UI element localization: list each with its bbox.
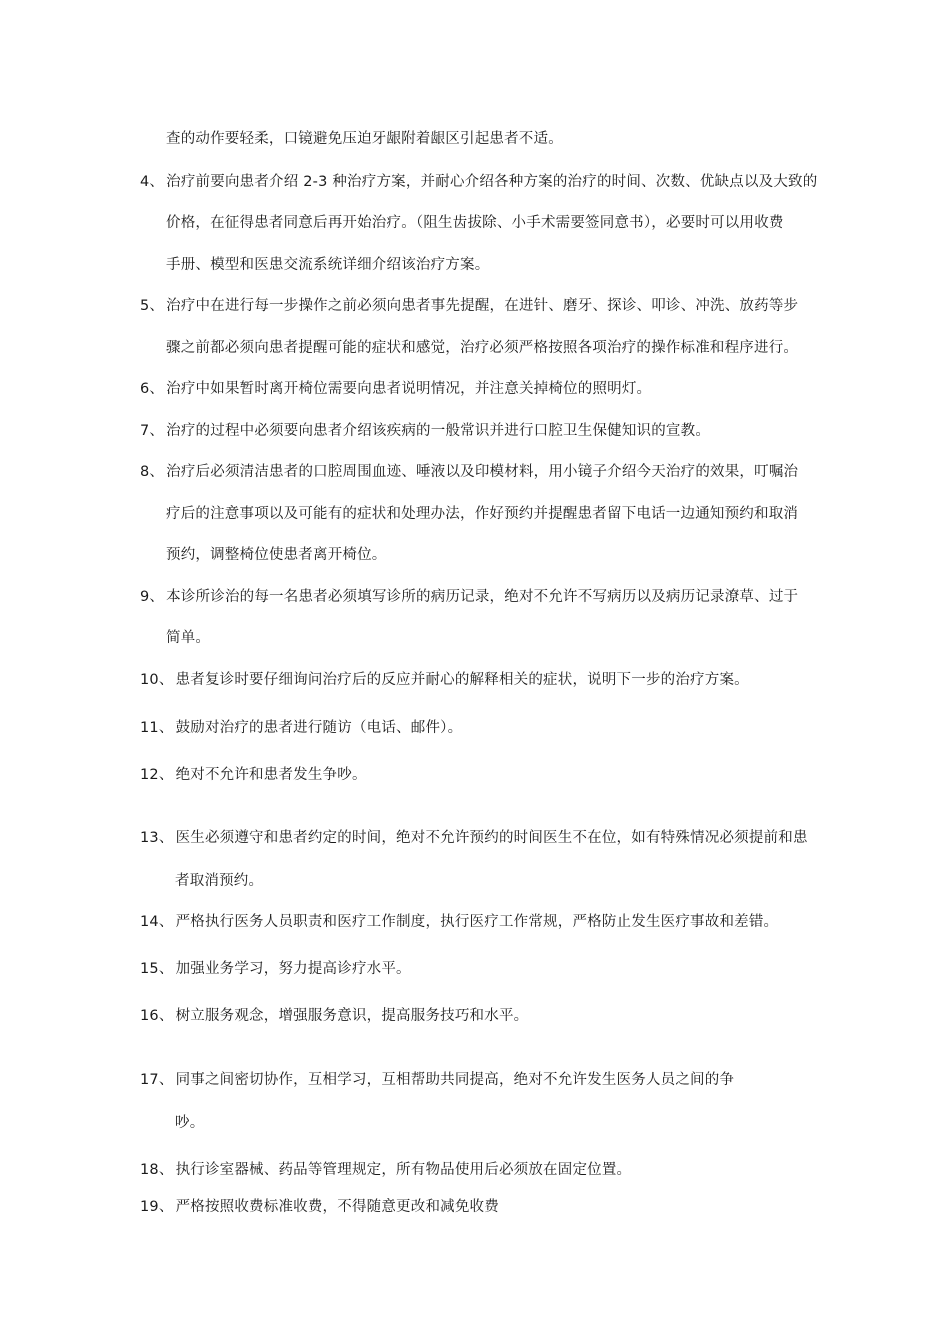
list-item-16 [140, 1006, 528, 1026]
line-text: 疗后的注意事项以及可能有的症状和处理办法，作好预约并提醒患者留下电话一边通知预约和取消 [166, 506, 799, 522]
list-item-14 [140, 912, 778, 932]
line-text: 本诊所诊治的每一名患者必须填写诊所的病历记录，绝对不允许不写病历以及病历记录潦草、过于 [166, 589, 799, 605]
item-number: 10、 [140, 672, 174, 688]
line-text: 治疗的过程中必须要向患者介绍该疾病的一般常识并进行口腔卫生保健知识的宣教。 [166, 423, 711, 439]
line-text: 树立服务观念，增强服务意识，提高服务技巧和水平。 [175, 1008, 529, 1024]
line-text: 治疗前要向患者介绍 2-3 种治疗方案，并耐心介绍各种方案的治疗的时间、次数、优缺点以及大致的 [166, 174, 818, 190]
item-number: 15、 [140, 961, 174, 977]
line-text: 同事之间密切协作，互相学习，互相帮助共同提高，绝对不允许发生医务人员之间的争 [175, 1072, 735, 1088]
text-line [175, 871, 263, 891]
text-line [166, 504, 798, 524]
list-item-17 [140, 1070, 734, 1090]
item-number: 19、 [140, 1199, 174, 1215]
list-item-12 [140, 765, 367, 785]
item-number: 5、 [140, 298, 165, 314]
list-item-6 [140, 379, 651, 399]
line-text: 患者复诊时要仔细询问治疗后的反应并耐心的解释相关的症状，说明下一步的治疗方案。 [175, 672, 749, 688]
line-text: 治疗中在进行每一步操作之前必须向患者事先提醒，在进针、磨牙、探诊、叩诊、冲洗、放药等步 [166, 298, 799, 314]
item-number: 12、 [140, 767, 174, 783]
list-item-10 [140, 670, 749, 690]
list-item-9 [140, 587, 798, 607]
item-number: 9、 [140, 589, 165, 605]
item-number: 4、 [140, 174, 165, 190]
list-item-18 [140, 1160, 631, 1180]
item-number: 17、 [140, 1072, 174, 1088]
line-text: 治疗中如果暂时离开椅位需要向患者说明情况，并注意关掉椅位的照明灯。 [166, 381, 652, 397]
line-text: 治疗后必须清洁患者的口腔周围血迹、唾液以及印模材料，用小镜子介绍今天治疗的效果，叮嘱治 [166, 464, 799, 480]
list-item-5 [140, 296, 798, 316]
text-line [166, 213, 784, 233]
item-number: 14、 [140, 914, 174, 930]
list-item-11 [140, 718, 462, 738]
line-text: 执行诊室器械、药品等管理规定，所有物品使用后必须放在固定位置。 [175, 1162, 632, 1178]
line-text: 严格按照收费标准收费，不得随意更改和减免收费 [175, 1199, 499, 1215]
line-text: 查的动作要轻柔，口镜避免压迫牙龈附着龈区引起患者不适。 [166, 131, 563, 147]
text-line [166, 628, 210, 648]
text-line [175, 1113, 204, 1133]
list-item-15 [140, 959, 411, 979]
text-line [166, 338, 798, 358]
line-text: 手册、模型和医患交流系统详细介绍该治疗方案。 [166, 257, 490, 273]
item-number: 6、 [140, 381, 165, 397]
text-line [166, 545, 387, 565]
line-text: 鼓励对治疗的患者进行随访（电话、邮件）。 [175, 720, 463, 736]
line-text: 简单。 [166, 630, 211, 646]
item-number: 7、 [140, 423, 165, 439]
line-text: 医生必须遵守和患者约定的时间，绝对不允许预约的时间医生不在位，如有特殊情况必须提前和患 [175, 830, 808, 846]
line-text: 者取消预约。 [175, 873, 264, 889]
item-number: 11、 [140, 720, 174, 736]
list-item-19 [140, 1197, 499, 1217]
text-line-cont-3 [166, 129, 563, 149]
list-item-13 [140, 828, 808, 848]
text-line [166, 255, 489, 275]
list-item-4 [140, 172, 817, 192]
line-text: 骤之前都必须向患者提醒可能的症状和感觉，治疗必须严格按照各项治疗的操作标准和程序进行。 [166, 340, 799, 356]
list-item-8 [140, 462, 798, 482]
line-text: 吵。 [175, 1115, 205, 1131]
line-text: 加强业务学习，努力提高诊疗水平。 [175, 961, 411, 977]
item-number: 16、 [140, 1008, 174, 1024]
item-number: 18、 [140, 1162, 174, 1178]
list-item-7 [140, 421, 710, 441]
line-text: 严格执行医务人员职责和医疗工作制度，执行医疗工作常规，严格防止发生医疗事故和差错。 [175, 914, 779, 930]
line-text: 绝对不允许和患者发生争吵。 [175, 767, 367, 783]
item-number: 8、 [140, 464, 165, 480]
line-text: 预约，调整椅位使患者离开椅位。 [166, 547, 387, 563]
item-number: 13、 [140, 830, 174, 846]
line-text: 价格，在征得患者同意后再开始治疗。（阻生齿拔除、小手术需要签同意书），必要时可以用收费 [166, 215, 784, 231]
